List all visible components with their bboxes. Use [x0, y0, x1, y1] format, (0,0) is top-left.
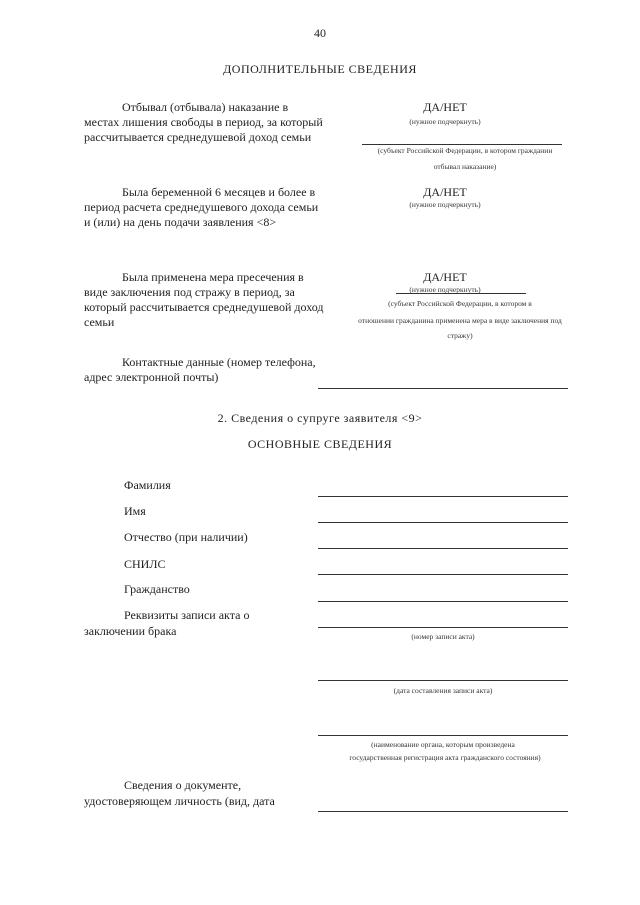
region-field-detention[interactable] [396, 293, 526, 294]
question-imprisonment: Отбывал (отбывала) наказание в местах лишения свободы в период, за который рассчитывается среднедушевой доход семьи [84, 100, 323, 144]
citizenship-field[interactable] [318, 601, 568, 602]
note-underline: (нужное подчеркнуть) [409, 117, 481, 126]
main-info-title: ОСНОВНЫЕ СВЕДЕНИЯ [247, 437, 393, 451]
note-region-imprisonment-2: отбывал наказание) [433, 162, 497, 171]
snils-field[interactable] [318, 574, 568, 575]
page-number: 40 [314, 26, 326, 40]
patronymic-label: Отчество (при наличии) [124, 530, 248, 544]
marriage-record-label-2: заключении брака [84, 624, 177, 638]
note-underline: (нужное подчеркнуть) [409, 200, 481, 209]
citizenship-label: Гражданство [124, 582, 190, 596]
marriage-record-label-1: Реквизиты записи акта о [124, 608, 250, 622]
contacts-field[interactable] [318, 388, 568, 389]
note-region-detention-1: (субъект Российской Федерации, в котором в [388, 299, 532, 308]
marriage-record-number-field[interactable] [318, 627, 568, 628]
name-label: Имя [124, 504, 146, 518]
surname-field[interactable] [318, 496, 568, 497]
answer-yes-no-imprisonment[interactable]: ДА/НЕТ [423, 100, 467, 114]
snils-label: СНИЛС [124, 557, 166, 571]
note-organ-1: (наименование органа, которым произведена [371, 740, 515, 749]
note-region-detention-3: стражу) [447, 331, 473, 340]
note-record-number: (номер записи акта) [411, 632, 475, 641]
patronymic-field[interactable] [318, 548, 568, 549]
question-detention: Была применена мера пресечения в виде заключения под стражу в период, за который рассчитывается среднедушевой доход семьи [84, 270, 324, 329]
document-label-1: Сведения о документе, [124, 778, 242, 792]
note-record-date: (дата составления записи акта) [393, 686, 493, 695]
answer-yes-no-pregnancy[interactable]: ДА/НЕТ [423, 185, 467, 199]
registration-organ-field[interactable] [318, 735, 568, 736]
note-organ-2: государственная регистрация акта гражданского состояния) [349, 753, 541, 762]
note-region-detention-2: отношении гражданина применена мера в виде заключения под [358, 316, 562, 325]
answer-yes-no-detention[interactable]: ДА/НЕТ [423, 270, 467, 284]
surname-label: Фамилия [124, 478, 171, 492]
note-region-imprisonment-1: (субъект Российской Федерации, в котором гражданин [377, 146, 553, 155]
note-underline: (нужное подчеркнуть) [409, 285, 481, 294]
marriage-record-date-field[interactable] [318, 680, 568, 681]
spouse-section-title: 2. Сведения о супруге заявителя <9> [217, 411, 423, 425]
name-field[interactable] [318, 522, 568, 523]
document-field[interactable] [318, 811, 568, 812]
document-label-2: удостоверяющем личность (вид, дата [84, 794, 275, 808]
question-pregnancy: Была беременной 6 месяцев и более в период расчета среднедушевого дохода семьи и (или) на день подачи заявления <8> [84, 185, 319, 229]
additional-info-title: ДОПОЛНИТЕЛЬНЫЕ СВЕДЕНИЯ [223, 62, 417, 76]
question-contacts: Контактные данные (номер телефона, адрес электронной почты) [84, 355, 316, 384]
